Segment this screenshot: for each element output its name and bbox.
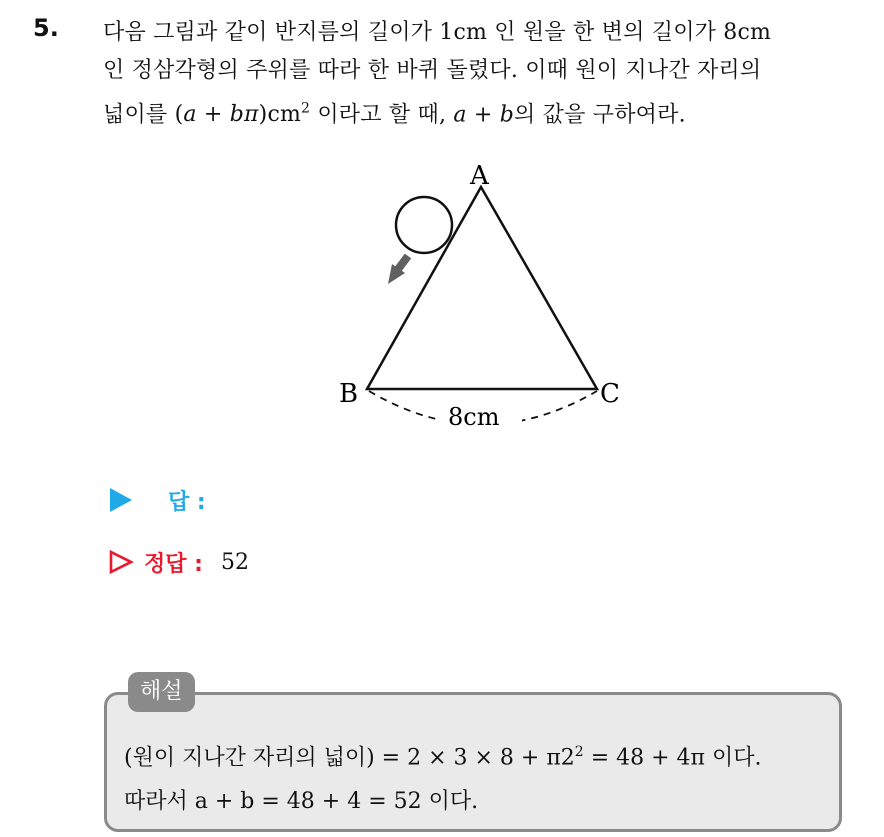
a-plus-b: a + b xyxy=(453,102,515,128)
explanation-exponent: 2 xyxy=(574,744,584,760)
answer-row xyxy=(108,484,206,516)
unit-exponent: 2 xyxy=(301,101,311,117)
rolling-circle xyxy=(396,197,452,253)
explanation-line-1 xyxy=(124,730,829,780)
explanation-tag: 해설 xyxy=(128,672,195,712)
vertex-label-b: B xyxy=(339,379,359,409)
correct-answer-row xyxy=(108,546,249,578)
paren-open: ( xyxy=(174,102,184,128)
var-b-pi: bπ xyxy=(229,102,259,128)
unit-cm: )cm xyxy=(258,102,302,128)
correct-answer-label: 정답 : xyxy=(144,551,203,577)
explanation-line-1-pre: (원이 지나간 자리의 넓이) = 2 × 3 × 8 + π2 xyxy=(124,745,575,771)
question-line-1: 다음 그림과 같이 반지름의 길이가 1cm 인 원을 한 변의 길이가 8cm xyxy=(103,20,772,45)
vertex-label-c: C xyxy=(600,379,620,409)
question-number: 5. xyxy=(33,14,59,42)
question-line-3-pre: 넓이를 xyxy=(103,102,175,128)
play-icon xyxy=(108,487,134,513)
question-line-3-post: 의 값을 구하여라. xyxy=(514,102,686,128)
explanation-line-2: 따라서 a + b = 48 + 4 = 52 이다. xyxy=(124,789,479,815)
explanation-text xyxy=(124,730,829,824)
area-expression xyxy=(175,102,311,127)
plus-sign: + xyxy=(196,102,230,128)
triangle-figure xyxy=(320,160,640,440)
question-text xyxy=(103,14,873,134)
arrow-down-left-icon xyxy=(388,256,408,284)
explanation-line-1-post: = 48 + 4π 이다. xyxy=(583,745,762,771)
question-line-3-mid: 이라고 할 때, xyxy=(310,102,454,128)
side-length-label: 8cm xyxy=(448,403,500,431)
equilateral-triangle xyxy=(367,187,597,389)
answer-label: 답 : xyxy=(168,489,206,515)
play-outline-icon xyxy=(108,549,134,575)
correct-answer-value: 52 xyxy=(220,549,249,575)
vertex-label-a: A xyxy=(470,161,489,191)
question-line-2: 인 정삼각형의 주위를 따라 한 바퀴 돌렸다. 이때 원이 지나간 자리의 xyxy=(103,58,762,83)
var-a: a xyxy=(183,102,197,128)
question-line-3 xyxy=(103,90,873,134)
